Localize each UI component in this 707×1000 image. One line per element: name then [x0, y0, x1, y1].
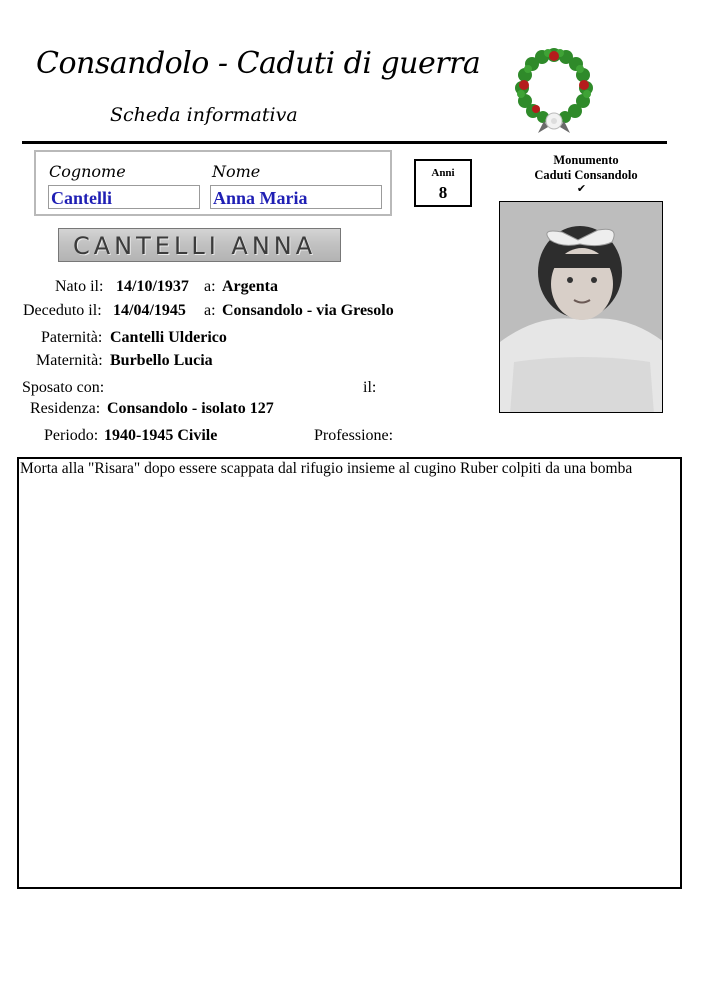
died-at-label: a:	[204, 302, 216, 319]
monument-checkbox[interactable]: ✔	[576, 183, 587, 195]
surname-label: Cognome	[49, 162, 126, 181]
age-box	[414, 159, 472, 207]
born-at-label: a:	[204, 278, 216, 295]
age-value: 8	[438, 183, 448, 202]
spouse-label: Sposato con:	[22, 379, 105, 396]
period-label: Periodo:	[44, 427, 99, 444]
born-label: Nato il:	[55, 278, 104, 295]
name-field[interactable]: Anna Maria	[210, 185, 382, 209]
engraved-name: CANTELLI ANNA	[73, 232, 317, 260]
died-date: 14/04/1945	[113, 302, 186, 319]
profession-label: Professione:	[314, 427, 394, 444]
father-label: Paternità:	[41, 329, 103, 346]
description-box	[17, 457, 682, 889]
header-divider	[22, 141, 667, 144]
born-date: 14/10/1937	[116, 278, 189, 295]
child-portrait-icon	[500, 202, 663, 413]
monument-line1: Monumento	[553, 153, 619, 167]
period-value: 1940-1945 Civile	[104, 427, 218, 444]
description-text: Morta alla "Risara" dopo essere scappata dal rifugio insieme al cugino Ruber colpiti da una bomba	[20, 460, 633, 477]
mother-label: Maternità:	[36, 352, 103, 369]
born-place: Argenta	[222, 278, 278, 295]
monument-label	[512, 153, 660, 183]
residence-label: Residenza:	[30, 400, 101, 417]
engraved-name-plate	[58, 228, 341, 262]
page-subtitle: Scheda informativa	[110, 104, 298, 126]
residence-value: Consandolo - isolato 127	[107, 400, 274, 417]
marriage-date-label: il:	[363, 379, 377, 396]
name-label: Nome	[212, 162, 261, 181]
died-label: Deceduto il:	[23, 302, 102, 319]
surname-field[interactable]: Cantelli	[48, 185, 200, 209]
portrait-photo	[499, 201, 663, 413]
mother-name: Burbello Lucia	[110, 352, 213, 369]
age-label: Anni	[431, 167, 455, 179]
father-name: Cantelli Ulderico	[110, 329, 227, 346]
page-title: Consandolo - Caduti di guerra	[36, 46, 481, 81]
wreath-icon	[508, 43, 600, 135]
monument-line2: Caduti Consandolo	[534, 168, 638, 182]
died-place: Consandolo - via Gresolo	[222, 302, 394, 319]
